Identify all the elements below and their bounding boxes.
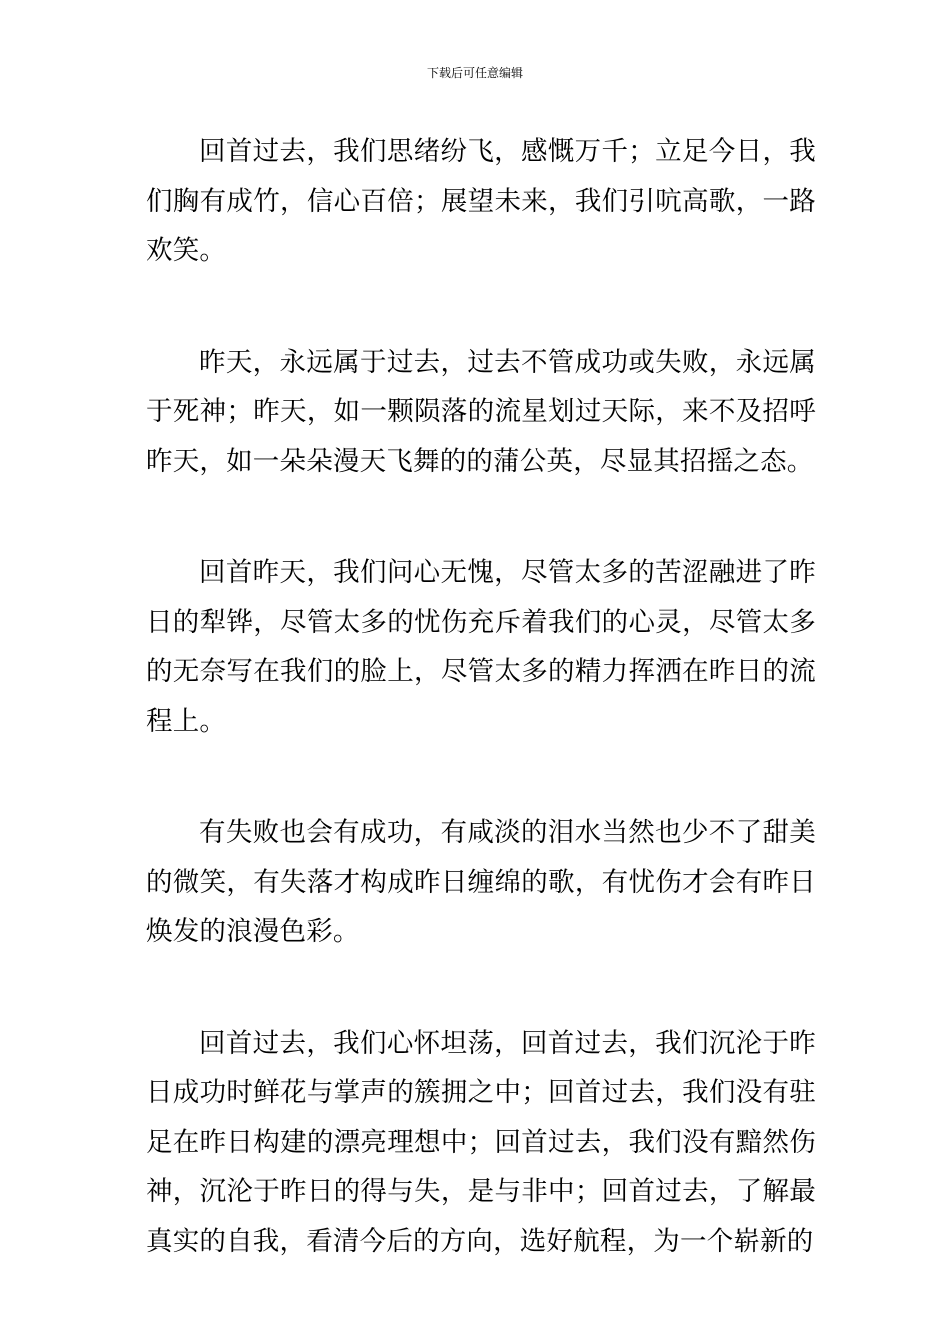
paragraph-3: 回首昨天，我们问心无愧，尽管太多的苦涩融进了昨日的犁铧，尽管太多的忧伤充斥着我们的心灵，尽管太多的无奈写在我们的脸上，尽管太多的精力挥洒在昨日的流程上。	[146, 557, 816, 737]
page-header: 下载后可任意编辑	[426, 66, 523, 80]
paragraph-4: 有失败也会有成功，有咸淡的泪水当然也少不了甜美的微笑，有失落才构成昨日缠绵的歌，有忧伤才会有昨日焕发的浪漫色彩。	[146, 817, 816, 947]
paragraph-5: 回首过去，我们心怀坦荡，回首过去，我们沉沦于昨日成功时鲜花与掌声的簇拥之中；回首过去，我们没有驻足在昨日构建的漂亮理想中；回首过去，我们没有黯然伤神，沉沦于昨日的得与失，是与非中；回首过去，了解最真实的自我，看清今后的方向，选好航程，为一个崭新的	[146, 1027, 816, 1257]
document-body	[146, 127, 816, 1328]
paragraph-2: 昨天，永远属于过去，过去不管成功或失败，永远属于死神；昨天，如一颗陨落的流星划过天际，来不及招呼昨天，如一朵朵漫天飞舞的的蒲公英，尽显其招摇之态。	[146, 346, 816, 477]
paragraph-1: 回首过去，我们思绪纷飞，感慨万千；立足今日，我们胸有成竹，信心百倍；展望未来，我们引吭高歌，一路欢笑。	[146, 136, 816, 266]
